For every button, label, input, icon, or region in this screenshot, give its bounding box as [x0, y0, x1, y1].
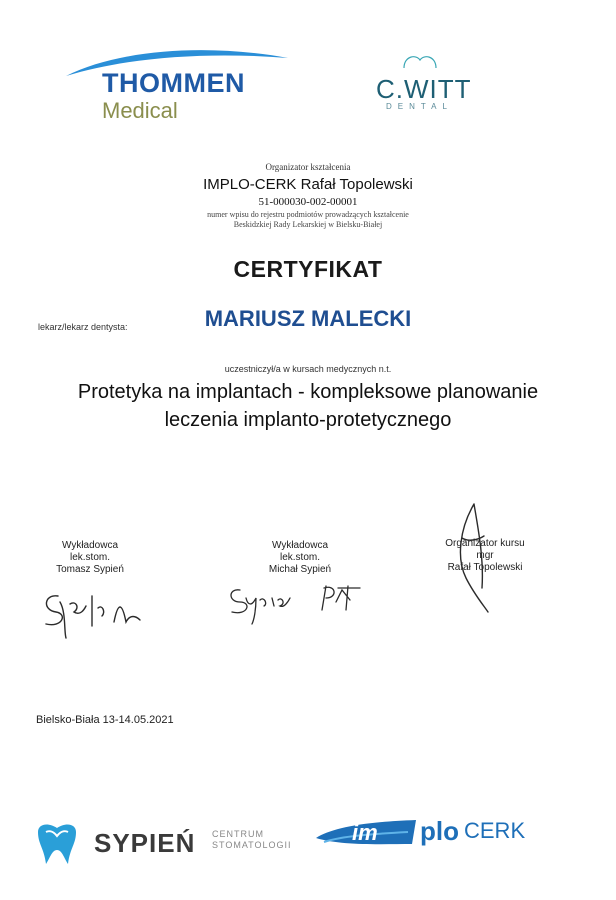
organizer-name: IMPLO-CERK Rafał Topolewski — [203, 176, 413, 193]
course-title-line2: leczenia implanto-protetycznego — [164, 409, 452, 431]
implo-cerk-text: CERK — [464, 818, 526, 843]
thommen-logo-text: THOMMEN — [102, 68, 245, 98]
participation-text: uczestniczył/a w kursach medycznych n.t. — [224, 364, 392, 374]
signatory-title: mgr — [476, 550, 494, 561]
signatory-title: lek.stom. — [279, 552, 320, 563]
signatory-name: Michał Sypień — [268, 564, 332, 575]
signatory-name: Rafał Topolewski — [447, 562, 523, 573]
cwitt-logo-text: C.WITT — [376, 74, 472, 104]
signatory-name: Tomasz Sypień — [56, 564, 124, 575]
course-title-line1: Protetyka na implantach - kompleksowe planowanie — [77, 381, 539, 403]
signatory-role: Wykładowca — [61, 540, 119, 551]
tooth-outline-icon — [400, 52, 440, 74]
organizer-note-line2: Beskidzkiej Rady Lekarskiej w Bielsku-Białej — [233, 220, 383, 229]
sypien-logo-text: SYPIEŃ — [94, 828, 196, 858]
signatory-role: Wykładowca — [271, 540, 329, 551]
centrum-logo-text: CENTRUM — [212, 829, 264, 839]
signature-3-icon — [444, 498, 504, 618]
doctor-label: lekarz/lekarz dentysta: — [38, 322, 128, 332]
organizer-registry-number: 51-000030-002-00001 — [258, 196, 358, 208]
signature-2-icon — [226, 576, 386, 626]
implo-prefix-text: im — [352, 820, 378, 845]
place-date: Bielsko-Biała 13-14.05.2021 — [36, 714, 174, 726]
implocerk-logo — [312, 810, 552, 860]
stomatologii-logo-text: STOMATOLOGII — [212, 840, 292, 850]
doctor-name: MARIUSZ MALECKI — [204, 306, 412, 331]
organizer-note-line1: numer wpisu do rejestru podmiotów prowadzących kształcenie — [207, 210, 409, 219]
sypien-centrum-logo — [34, 818, 304, 868]
signature-1-icon — [36, 582, 156, 642]
thommen-medical-logo — [62, 46, 292, 126]
tooth-icon — [34, 822, 80, 866]
dental-logo-text: DENTAL — [386, 102, 453, 111]
medical-logo-text: Medical — [102, 98, 178, 123]
signatory-2 — [240, 540, 360, 576]
signatory-role: Organizator kursu — [445, 538, 525, 549]
signatory-1 — [30, 540, 150, 576]
certificate-title: CERTYFIKAT — [233, 256, 383, 282]
implo-mid-text: plo — [420, 816, 459, 846]
signatory-title: lek.stom. — [69, 552, 110, 563]
organizer-label: Organizator kształcenia — [265, 162, 351, 172]
cwitt-dental-logo — [370, 52, 490, 112]
